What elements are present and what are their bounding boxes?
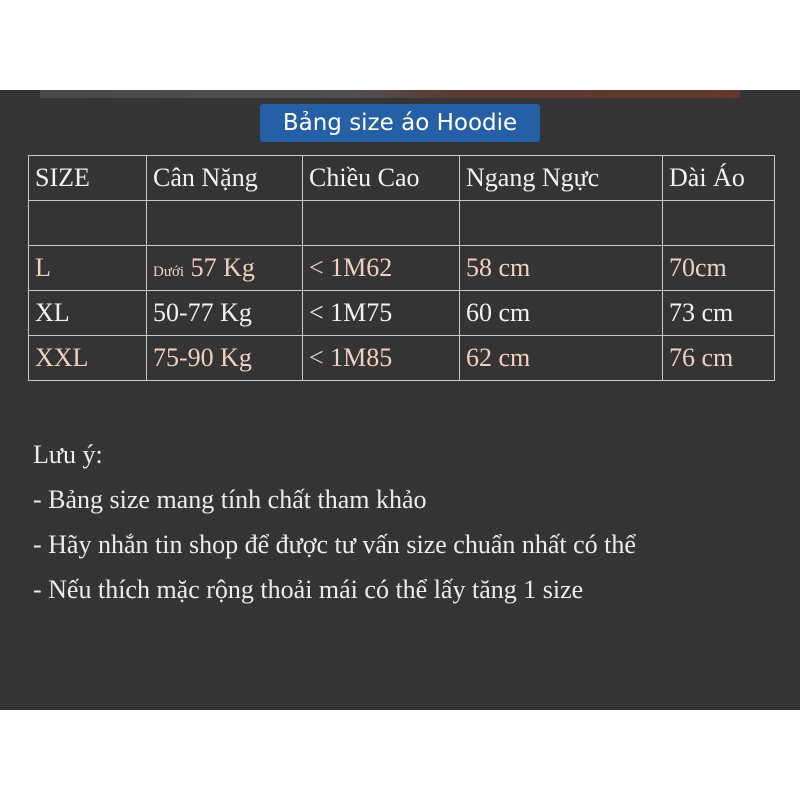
- size-cell: XXL: [29, 336, 147, 381]
- cropped-banner-strip: [40, 90, 740, 98]
- note-item: - Bảng size mang tính chất tham khảo: [33, 485, 427, 514]
- height-cell: < 1M75: [303, 291, 460, 336]
- table-cell: [460, 201, 663, 246]
- table-row: [29, 291, 775, 336]
- table-cell: [147, 201, 303, 246]
- weight-cell: 75-90 Kg: [147, 336, 303, 381]
- height-cell: < 1M62: [303, 246, 460, 291]
- weight-cell: [147, 246, 303, 291]
- size-cell: XL: [29, 291, 147, 336]
- weight-value: 57 Kg: [190, 253, 255, 282]
- header-size: SIZE: [29, 156, 147, 201]
- header-chest: Ngang Ngực: [460, 156, 663, 201]
- table-cell: [303, 201, 460, 246]
- table-empty-row: [29, 201, 775, 246]
- table-header-row: [29, 156, 775, 201]
- length-cell: 73 cm: [663, 291, 775, 336]
- notes-section: [33, 435, 636, 615]
- weight-prefix: Dưới: [153, 264, 185, 280]
- size-chart-panel: [0, 90, 800, 710]
- note-item: - Hãy nhắn tin shop để được tư vấn size chuẩn nhất có thể: [33, 530, 636, 559]
- table-cell: [663, 201, 775, 246]
- weight-cell: 50-77 Kg: [147, 291, 303, 336]
- chest-cell: 58 cm: [460, 246, 663, 291]
- notes-heading: Lưu ý:: [33, 440, 103, 469]
- size-table: [28, 155, 775, 381]
- note-item: - Nếu thích mặc rộng thoải mái có thể lấy tăng 1 size: [33, 575, 584, 604]
- length-cell: 76 cm: [663, 336, 775, 381]
- size-cell: L: [29, 246, 147, 291]
- length-cell: 70cm: [663, 246, 775, 291]
- table-row: [29, 246, 775, 291]
- header-weight: Cân Nặng: [147, 156, 303, 201]
- size-chart-title: Bảng size áo Hoodie: [260, 104, 540, 142]
- header-length: Dài Áo: [663, 156, 775, 201]
- chest-cell: 62 cm: [460, 336, 663, 381]
- table-cell: [29, 201, 147, 246]
- height-cell: < 1M85: [303, 336, 460, 381]
- chest-cell: 60 cm: [460, 291, 663, 336]
- table-row: [29, 336, 775, 381]
- header-height: Chiều Cao: [303, 156, 460, 201]
